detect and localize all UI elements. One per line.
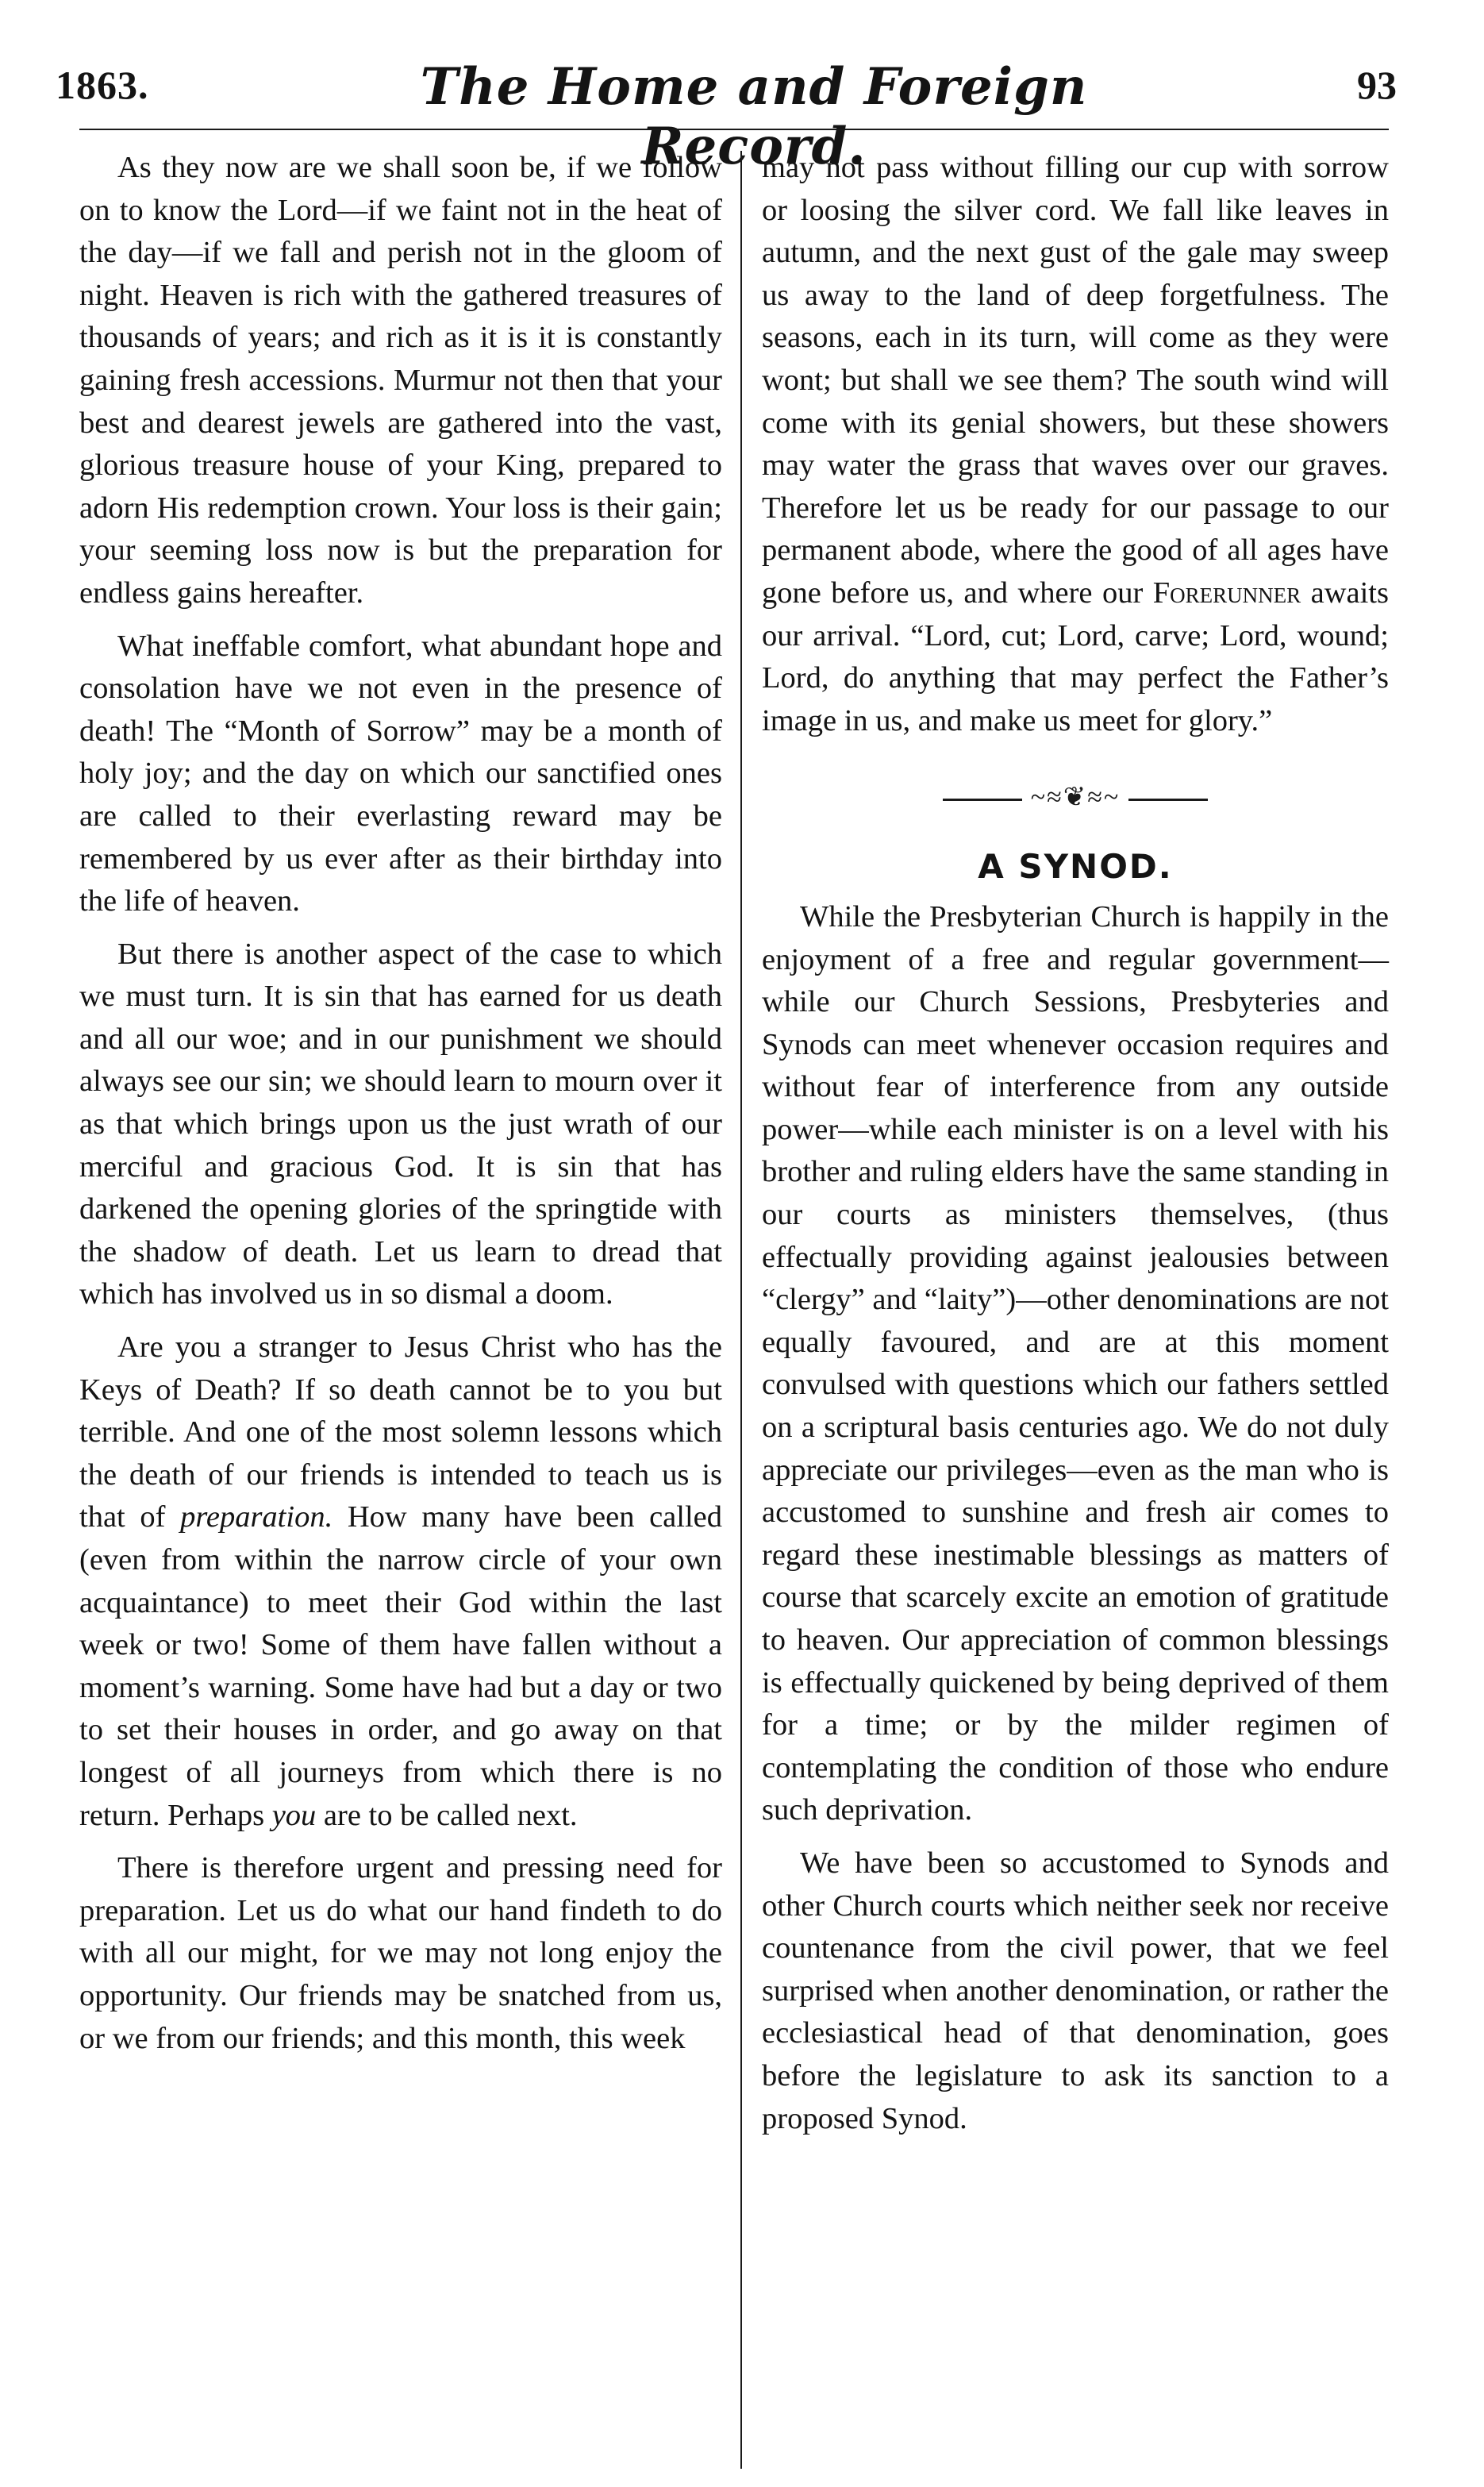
paragraph: But there is another aspect of the case to which we must turn. It is sin that has earned for us death and all our woe; and in our punishment we should always see our sin; we should learn to mourn over it as that which brings upon us the just wrath of our merciful and gracious God. It is sin that has darkened the opening glories of the springtide with the shadow of death. Let us learn to dread that which has involved us in so dismal a doom.: [79, 937, 722, 1311]
header-rule: [79, 129, 1389, 130]
paragraph: As they now are we shall soon be, if we follow on to know the Lord—if we faint not in the heat of the day—if we fall and perish not in the gloom of night. Heaven is rich with the gathered treasures of thousands of years; and rich as it is it is constantly gaining fresh accessions. Murmur not then that your best and dearest jewels are gathered into the vast, glorious treasure house of your King, prepared to adorn His redemption crown. Your loss is their gain; your seeming loss now is but the preparation for endless gains hereafter.: [79, 151, 722, 610]
paragraph: What ineffable comfort, what abundant hope and consolation have we not even in the presence of death! The “Month of Sorrow” may be a month of holy joy; and the day on which our sanctified ones are called to their everlasting reward may be remembered by us ever after as their birthday into the life of heaven.: [79, 629, 722, 918]
right-column: [762, 147, 1389, 2150]
paragraph-text: are to be called next.: [316, 1798, 578, 1832]
page-number: 93: [1357, 63, 1397, 107]
paragraph-text: Are you a stranger to Jesus Christ who has the Keys of Death? If so death cannot be to you but terrible. And one of the most solemn lessons which the death of our friends is intended to teach us is that of: [79, 1330, 722, 1534]
paragraph-text: awaits our arrival. “Lord, cut; Lord, carve; Lord, wound; Lord, do anything that may perfect the Father’s image in us, and make us meet for glory.”: [762, 576, 1389, 737]
paragraph: There is therefore urgent and pressing need for preparation. Let us do what our hand findeth to do with all our might, for we may not long enjoy the opportunity. Our friends may be snatched from us, or we from our friends; and this month, this week: [79, 1851, 722, 2055]
paragraph: We have been so accustomed to Synods and other Church courts which neither seek nor receive countenance from the civil power, that we feel surprised when another denomination, or rather the ecclesiastical head of that denomination, goes before the legislature to ask its sanction to a proposed Synod.: [762, 1846, 1389, 2135]
left-column: [79, 147, 722, 2070]
emphasis-text: you: [271, 1798, 317, 1832]
ornament-line: [1128, 799, 1208, 801]
paragraph-text: How many have been called (even from within the narrow circle of your own acquaintance) to meet their God within the last week or two! Some of them have fallen without a moment’s warning. Some have had but a day or two to set their houses in order, and go away on that longest of all journeys from which there is no return. Perhaps: [79, 1500, 722, 1832]
header-title: The Home and Foreign Record.: [420, 57, 1088, 176]
ornament-flourish: ~≈❦≈~: [1030, 783, 1121, 813]
page-header: [0, 0, 1484, 176]
section-title: A SYNOD.: [978, 847, 1173, 887]
header-year: 1863.: [56, 63, 149, 107]
section-divider-ornament: [762, 782, 1389, 814]
small-caps-text: Forerunner: [1152, 576, 1301, 610]
column-divider: [740, 151, 742, 2469]
paragraph: While the Presbyterian Church is happily in the enjoyment of a free and regular government—while our Church Sessions, Presbyteries and Synods can meet whenever occasion requires and without fear of interference from any outside power—while each minister is on a level with his brother and ruling elders have the same standing in our courts as ministers themselves, (thus effectually providing against jealousies between “clergy” and “laity”)—other denominations are not equally favoured, and are at this moment convulsed with questions which our fathers settled on a scriptural basis centuries ago. We do not duly appreciate our privileges—even as the man who is accustomed to sunshine and fresh air comes to regard these inestimable blessings as matters of course that scarcely excite an emotion of gratitude to heaven. Our appreciation of common blessings is effectually quickened by being deprived of them for a time; or by the milder regimen of contemplating the condition of those who endure such deprivation.: [762, 899, 1389, 1827]
ornament-line: [943, 799, 1022, 801]
paragraph: [79, 1326, 722, 1837]
emphasis-text: preparation.: [180, 1500, 333, 1534]
paragraph-continuation: [762, 147, 1389, 742]
paragraph-text: may not pass without filling our cup with sorrow or loosing the silver cord. We fall like leaves in autumn, and the next gust of the gale may sweep us away to the land of deep forgetfulness. The seasons, each in its turn, will come as they were wont; but shall we see them? The south wind will come with its genial showers, but these showers may water the grass that waves over our graves. Therefore let us be ready for our passage to our permanent abode, where the good of all ages have gone before us, and where our: [762, 151, 1389, 610]
